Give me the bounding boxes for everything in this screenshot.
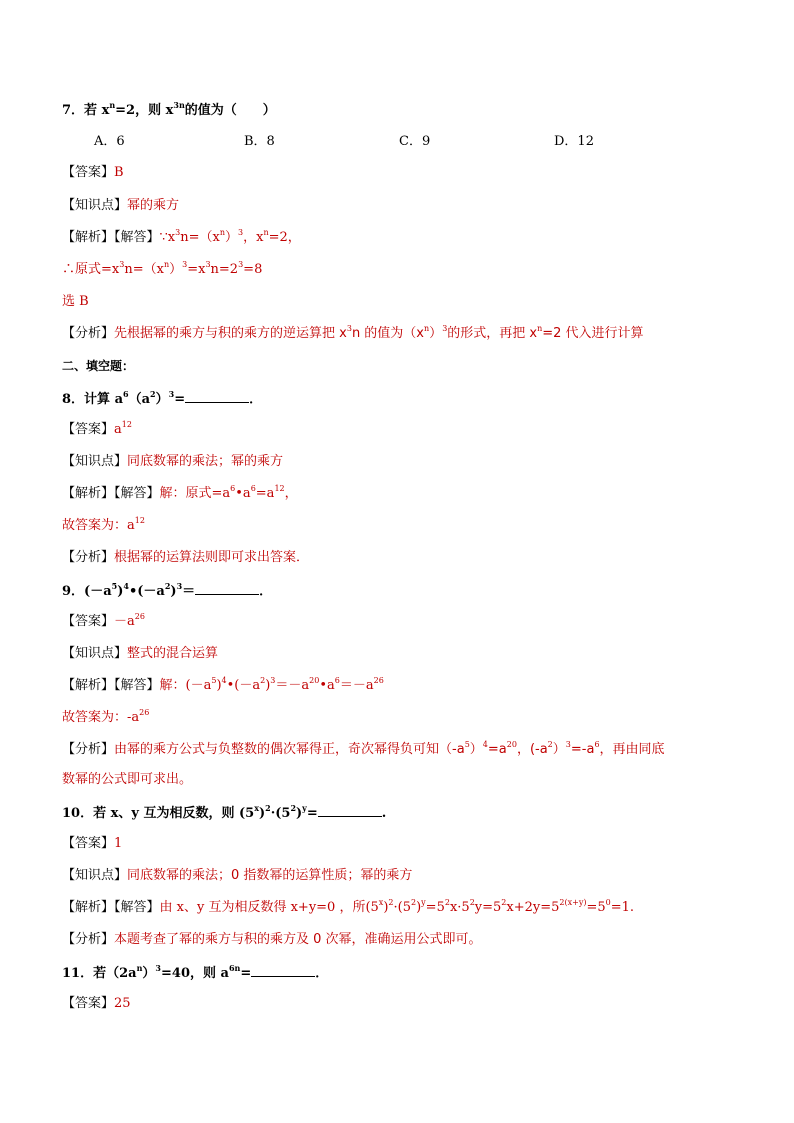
sup: 6: [594, 739, 600, 749]
q9-analysis: [62, 676, 384, 696]
text: x+2y=5: [506, 900, 560, 915]
summary-tag: 【分析】: [62, 932, 115, 947]
text: n=（x: [180, 230, 220, 245]
section-heading-fill-in: 二、填空题：: [62, 359, 135, 373]
sup: 0: [605, 897, 611, 907]
answer-blank: [251, 962, 315, 977]
q11-answer: [62, 994, 131, 1014]
sup: 20: [506, 739, 517, 749]
sup: 4: [482, 739, 488, 749]
sup: 12: [134, 515, 145, 525]
text: 先根据幂的乘方与积的乘方的逆运算把 x: [114, 326, 347, 341]
knowledge-value: 同底数幂的乘法；0 指数幂的运算性质；幂的乘方: [127, 868, 413, 883]
answer-tag: 【答案】: [62, 165, 115, 180]
summary-tag: 【分析】: [62, 742, 115, 757]
sup: n: [163, 259, 170, 269]
text: ）: [469, 742, 483, 757]
sup: 2: [410, 897, 417, 907]
text: =: [240, 966, 252, 981]
text: ∵x: [159, 230, 176, 245]
text: 由幂的乘方公式与负整数的偶次幂得正，奇次幂得负可知（-a: [114, 742, 465, 757]
knowledge-tag: 【知识点】: [62, 868, 128, 883]
sup: 6: [230, 483, 236, 493]
q7-answer: [62, 163, 124, 183]
text: 由 x、y 互为相反数得 x+y=0 ，所(5: [159, 900, 379, 915]
q10-analysis: [62, 898, 634, 918]
text: =1.: [610, 900, 635, 915]
answer-tag: 【答案】: [62, 836, 115, 851]
text: ）: [552, 742, 566, 757]
text: ）: [429, 326, 443, 341]
q9-analysis-summary: [62, 740, 665, 760]
answer-blank: [185, 388, 249, 403]
q7-stem: [62, 101, 276, 121]
text: =x: [187, 262, 206, 277]
text: ）: [224, 230, 238, 245]
sup: n: [136, 962, 143, 973]
text: ·(5: [393, 900, 411, 915]
text: =a: [487, 742, 507, 757]
sup: 12: [121, 419, 132, 429]
text: ＝－a: [275, 678, 310, 693]
q11-stem: [62, 962, 328, 984]
q10-number: 10．: [62, 806, 94, 821]
q9-answer: [62, 612, 145, 632]
text: •a: [235, 486, 251, 501]
text: n 的值为（x: [351, 326, 425, 341]
text: =5: [425, 900, 445, 915]
q7-calculation: [62, 260, 262, 280]
sup: 4: [221, 675, 227, 685]
answer-value: a: [114, 422, 122, 437]
text: 若 x: [84, 103, 110, 118]
text: ，x: [243, 230, 264, 245]
sup: y: [421, 897, 426, 907]
sup: 6: [250, 483, 256, 493]
sup: 20: [309, 675, 320, 685]
summary-text: 本题考查了幂的乘方与积的乘方及 0 次幂，准确运用公式即可。: [114, 932, 482, 947]
sup: 26: [139, 707, 150, 717]
answer-value: 1: [114, 836, 123, 851]
sup: 5: [464, 739, 470, 749]
sup: n: [263, 227, 269, 237]
text: =2 代入进行计算: [542, 326, 644, 341]
sup: x: [254, 802, 259, 813]
q9-stem: [62, 580, 272, 602]
q7-option-b: B．8: [244, 134, 275, 149]
text: 若（2a: [93, 966, 137, 981]
sup: 6n: [228, 962, 241, 973]
text: ): [416, 900, 422, 915]
text: ): [117, 584, 124, 599]
knowledge-value: 幂的乘方: [127, 198, 180, 213]
sup: 3: [565, 739, 571, 749]
text: ）: [142, 966, 156, 981]
sup: 12: [274, 483, 285, 493]
answer-tag: 【答案】: [62, 422, 115, 437]
sup: 3: [205, 259, 211, 269]
sup: 2: [469, 897, 475, 907]
sup: 2: [290, 802, 297, 813]
answer-blank: [195, 580, 259, 595]
sup: 3: [182, 259, 188, 269]
answer-value: B: [114, 165, 124, 180]
sup: 3: [346, 323, 352, 333]
text: ，: [284, 486, 298, 501]
q9-so-answer: [62, 708, 149, 728]
text: •a: [319, 678, 335, 693]
text: ）: [155, 392, 169, 407]
q7-option-c: C．9: [399, 134, 431, 149]
q8-answer: [62, 420, 132, 440]
q11-number: 11．: [62, 966, 94, 981]
text: (－a: [84, 584, 112, 599]
text: ): [296, 806, 303, 821]
sup: 2: [388, 897, 394, 907]
sup: 3: [238, 227, 244, 237]
q7-option-d: D．12: [554, 134, 594, 149]
text: .: [381, 806, 387, 821]
text: ＝: [182, 584, 196, 599]
text: =2，: [268, 230, 301, 245]
text: 故答案为：a: [62, 518, 135, 533]
analysis-tag: 【解析】【解答】: [62, 678, 160, 693]
text: ．: [259, 584, 273, 599]
sup: 3: [119, 259, 125, 269]
text: 的值为（ ）: [184, 103, 276, 118]
q7-analysis-summary: [62, 324, 644, 344]
answer-value: －a: [114, 614, 135, 629]
text: 计算 a: [84, 392, 123, 407]
text: •(－a: [226, 678, 261, 693]
sup: n: [537, 323, 543, 333]
text: ): [258, 806, 266, 821]
q7-analysis: [62, 228, 301, 248]
text: ): [216, 678, 222, 693]
text: 若 x、y 互为相反数，则 (5: [93, 806, 255, 821]
knowledge-tag: 【知识点】: [62, 198, 128, 213]
analysis-tag: 【解析】【解答】: [62, 900, 160, 915]
sup: 2: [150, 388, 156, 399]
text: x·5: [449, 900, 470, 915]
sup: 6: [334, 675, 340, 685]
sup: 3: [168, 388, 175, 399]
sup: 2: [444, 897, 450, 907]
text: •(－a: [128, 584, 165, 599]
text: 解：原式=a: [159, 486, 231, 501]
q8-knowledge-point: [62, 452, 283, 472]
text: ．: [249, 392, 263, 407]
sup: 2: [547, 739, 553, 749]
answer-blank: [318, 802, 382, 817]
text: =40，则 a: [161, 966, 229, 981]
sup: 3: [442, 323, 448, 333]
summary-text: 根据幂的运算法则即可求出答案．: [114, 550, 310, 565]
sup: 3: [270, 675, 276, 685]
text: n=2: [210, 262, 239, 277]
sup: 2: [501, 897, 507, 907]
sup: 26: [373, 675, 384, 685]
sup: 3: [155, 962, 161, 973]
sup: 2: [265, 802, 271, 813]
summary-tag: 【分析】: [62, 550, 115, 565]
q10-stem: [62, 802, 386, 824]
answer-tag: 【答案】: [62, 614, 115, 629]
q8-analysis: [62, 484, 298, 504]
summary-tag: 【分析】: [62, 326, 115, 341]
sup: 3: [175, 227, 181, 237]
sup: 3: [176, 580, 183, 591]
text: 故答案为：-a: [62, 710, 140, 725]
sup: 3: [238, 259, 244, 269]
sup: n: [424, 323, 430, 333]
text: =-a: [570, 742, 595, 757]
text: ): [170, 584, 177, 599]
q8-analysis-summary: [62, 548, 309, 568]
sup: 2(x+y): [559, 897, 587, 907]
text: ．: [315, 966, 329, 981]
q10-analysis-summary: [62, 930, 482, 950]
text: ，(-a: [516, 742, 548, 757]
text: ): [383, 900, 389, 915]
sup: 5: [111, 580, 118, 591]
q7-option-a: A．6: [94, 134, 125, 149]
text: 解：(－a: [159, 678, 212, 693]
q8-number: 8．: [62, 392, 85, 407]
knowledge-value: 整式的混合运算: [127, 646, 219, 661]
q7-choose: 选 B: [62, 294, 89, 309]
sup: 3n: [173, 99, 185, 110]
text: （a: [128, 392, 151, 407]
sup: 2: [260, 675, 266, 685]
sup: y: [302, 802, 307, 813]
text: =8: [243, 262, 263, 277]
q10-answer: [62, 834, 122, 854]
text: 的形式，再把 x: [447, 326, 538, 341]
text: ): [265, 678, 271, 693]
answer-value: 25: [114, 996, 131, 1011]
knowledge-tag: 【知识点】: [62, 454, 128, 469]
q8-stem: [62, 388, 262, 410]
text: =a: [255, 486, 275, 501]
q9-number: 9．: [62, 584, 85, 599]
knowledge-tag: 【知识点】: [62, 646, 128, 661]
sup: n: [219, 227, 225, 237]
analysis-tag: 【解析】【解答】: [62, 230, 160, 245]
text: =: [306, 806, 318, 821]
text: ）: [169, 262, 183, 277]
text: ·(5: [270, 806, 291, 821]
sup: x: [378, 897, 384, 907]
text: n=（x: [124, 262, 164, 277]
knowledge-value: 同底数幂的乘法；幂的乘方: [127, 454, 284, 469]
text: =2，则 x: [115, 103, 174, 118]
q10-knowledge-point: [62, 866, 412, 886]
q9-analysis-summary-cont: 数幂的公式即可求出。: [62, 772, 193, 787]
answer-tag: 【答案】: [62, 996, 115, 1011]
text: ∴原式=x: [62, 262, 120, 277]
q7-knowledge-point: [62, 196, 179, 216]
sup: 6: [123, 388, 129, 399]
sup: 26: [134, 611, 145, 621]
text: ＝－a: [339, 678, 374, 693]
q8-so-answer: [62, 516, 145, 536]
text: ，再由同底: [599, 742, 665, 757]
sup: n: [109, 99, 116, 110]
analysis-tag: 【解析】【解答】: [62, 486, 160, 501]
text: =: [174, 392, 186, 407]
sup: 5: [211, 675, 217, 685]
sup: 2: [164, 580, 171, 591]
text: =5: [586, 900, 606, 915]
q7-number: 7．: [62, 103, 85, 118]
text: y=5: [474, 900, 502, 915]
q9-knowledge-point: [62, 644, 218, 664]
sup: 4: [123, 580, 129, 591]
